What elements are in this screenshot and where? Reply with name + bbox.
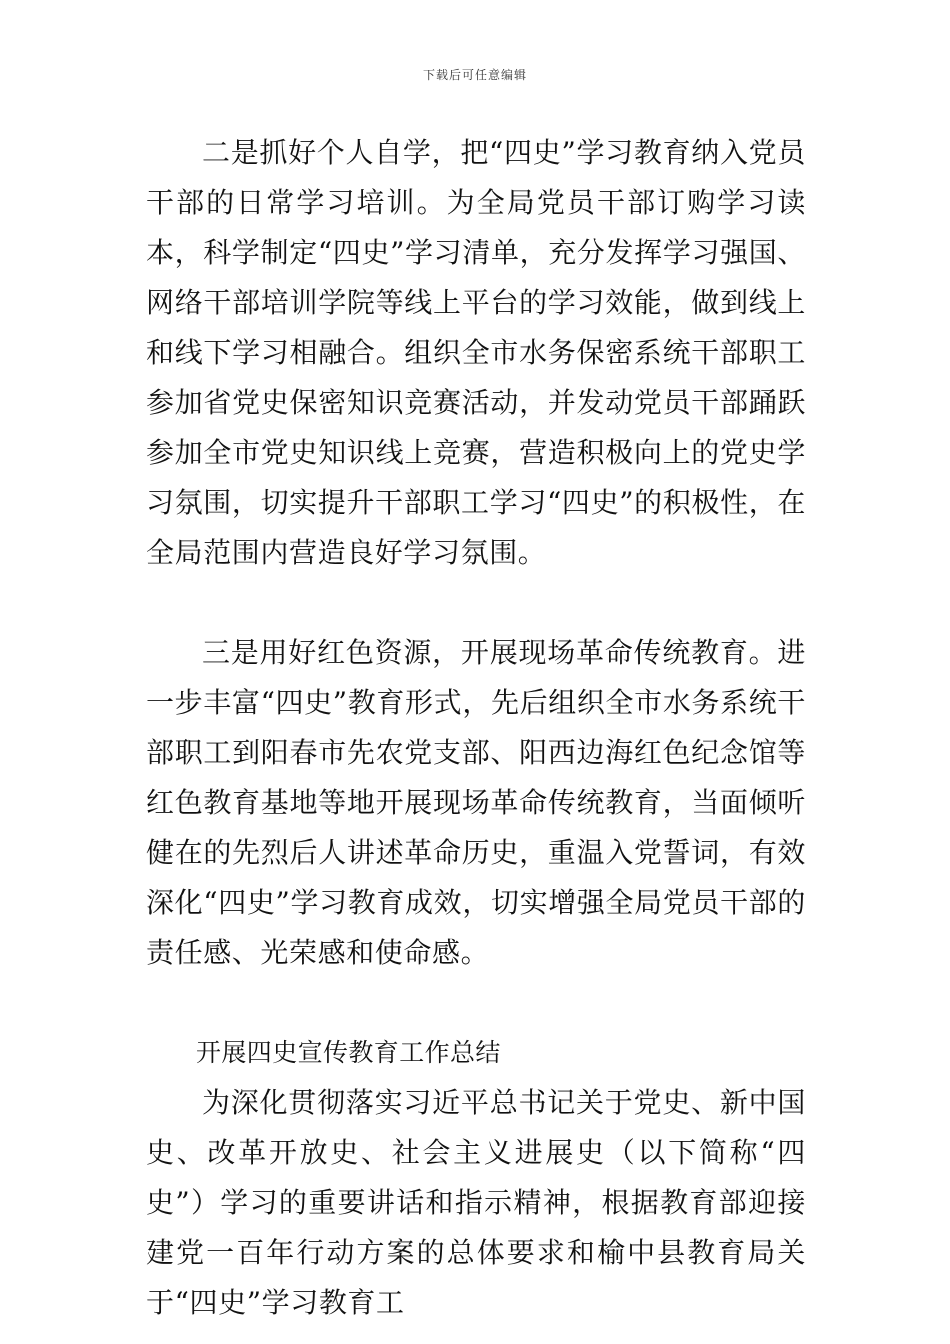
paragraph-spacer: [146, 578, 806, 628]
document-body: [146, 128, 806, 1328]
paragraph-self-study: 二是抓好个人自学，把“四史”学习教育纳入党员干部的日常学习培训。为全局党员干部订购学习读本，科学制定“四史”学习清单，充分发挥学习强国、网络干部培训学院等线上平台的学习效能，做到线上和线下学习相融合。组织全市水务保密系统干部职工参加省党史保密知识竞赛活动，并发动党员干部踊跃参加全市党史知识线上竞赛，营造积极向上的党史学习氛围，切实提升干部职工学习“四史”的积极性，在全局范围内营造良好学习氛围。: [146, 136, 806, 569]
section-heading: 开展四史宣传教育工作总结: [196, 1038, 501, 1067]
page-header-note: 下载后可任意编辑: [422, 68, 527, 82]
paragraph-red-resources: 三是用好红色资源，开展现场革命传统教育。进一步丰富“四史”教育形式，先后组织全市水务系统干部职工到阳春市先农党支部、阳西边海红色纪念馆等红色教育基地等地开展现场革命传统教育，当面倾听健在的先烈后人讲述革命历史，重温入党誓词，有效深化“四史”学习教育成效，切实增强全局党员干部的责任感、光荣感和使命感。: [146, 636, 806, 969]
paragraph-intro: 为深化贯彻落实习近平总书记关于党史、新中国史、改革开放史、社会主义进展史（以下简称“四史”）学习的重要讲话和指示精神，根据教育部迎接建党一百年行动方案的总体要求和榆中县教育局关于“四史”学习教育工: [146, 1086, 806, 1319]
paragraph-spacer: [146, 978, 806, 1028]
